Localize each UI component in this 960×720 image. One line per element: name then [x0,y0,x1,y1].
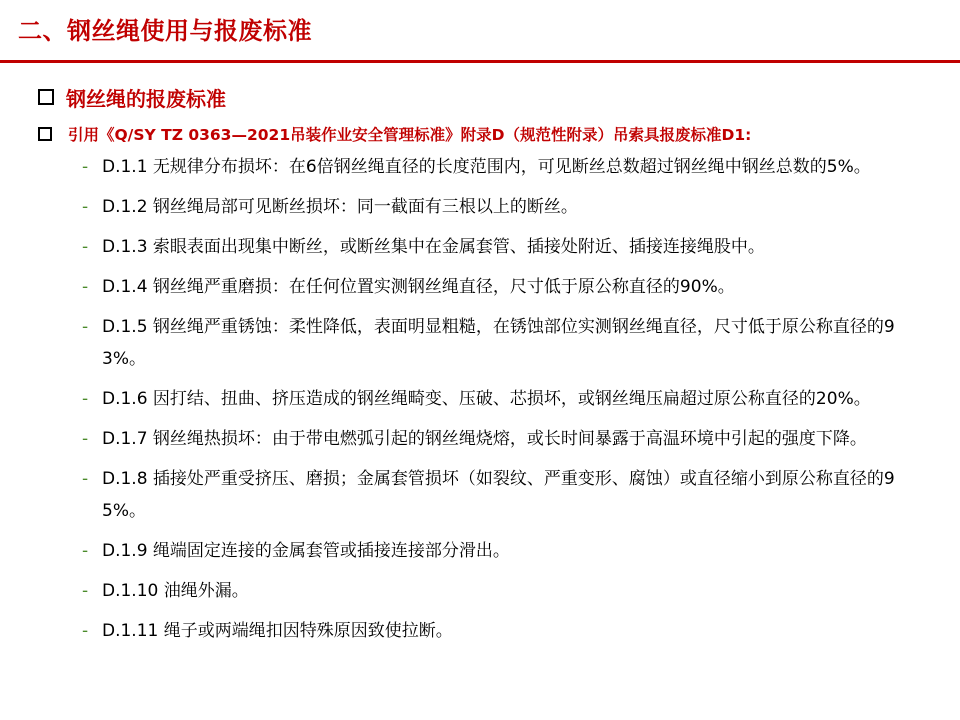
square-bullet-icon [38,89,54,105]
list-item-text: D.1.4 钢丝绳严重磨损：在任何位置实测钢丝绳直径，尺寸低于原公称直径的90%。 [102,277,735,297]
list-item-text: D.1.1 无规律分布损坏：在6倍钢丝绳直径的长度范围内，可见断丝总数超过钢丝绳中钢丝总数的5%。 [102,157,871,177]
title-divider [0,60,960,63]
page-title: 二、钢丝绳使用与报废标准 [18,17,312,45]
square-bullet-icon [38,127,52,141]
list-item [82,615,942,647]
dash-bullet: - [82,389,89,409]
dash-bullet: - [82,581,89,601]
list-item [82,191,942,223]
dash-bullet: - [82,469,89,489]
list-item [82,575,942,607]
list-item-text: D.1.2 钢丝绳局部可见断丝损坏：同一截面有三根以上的断丝。 [102,197,578,217]
dash-bullet: - [82,197,89,217]
dash-bullet: - [82,429,89,449]
list-item [82,311,942,375]
list-item [82,231,942,263]
list-item [82,151,942,183]
list-item [82,423,942,455]
dash-bullet: - [82,157,89,177]
list-item [82,383,942,415]
dash-bullet: - [82,237,89,257]
list-item-text: D.1.6 因打结、扭曲、挤压造成的钢丝绳畸变、压破、芯损坏，或钢丝绳压扁超过原公称直径的20%。 [102,389,871,409]
dash-bullet: - [82,277,89,297]
list-item-text: D.1.8 插接处严重受挤压、磨损；金属套管损坏（如裂纹、严重变形、腐蚀）或直径缩小到原公称直径的95%。 [102,469,895,521]
dash-bullet: - [82,317,89,337]
list-item [82,463,942,527]
list-item-text: D.1.10 油绳外漏。 [102,581,249,601]
list-item-text: D.1.11 绳子或两端绳扣因特殊原因致使拉断。 [102,621,453,641]
section-heading-text: 钢丝绳的报废标准 [66,86,226,111]
list-item-text: D.1.9 绳端固定连接的金属套管或插接连接部分滑出。 [102,541,510,561]
list-item [82,271,942,303]
criteria-list [82,151,942,655]
dash-bullet: - [82,621,89,641]
list-item [82,535,942,567]
section-heading [38,80,226,114]
dash-bullet: - [82,541,89,561]
citation-text: 引用《Q/SY TZ 0363—2021吊装作业安全管理标准》附录D（规范性附录）吊索具报废标准D1: [68,126,752,144]
list-item-text: D.1.5 钢丝绳严重锈蚀：柔性降低，表面明显粗糙，在锈蚀部位实测钢丝绳直径，尺寸低于原公称直径的93%。 [102,317,895,369]
list-item-text: D.1.7 钢丝绳热损坏：由于带电燃弧引起的钢丝绳烧熔，或长时间暴露于高温环境中引起的强度下降。 [102,429,867,449]
list-item-text: D.1.3 索眼表面出现集中断丝，或断丝集中在金属套管、插接处附近、插接连接绳股中。 [102,237,765,257]
citation-line [38,120,751,148]
